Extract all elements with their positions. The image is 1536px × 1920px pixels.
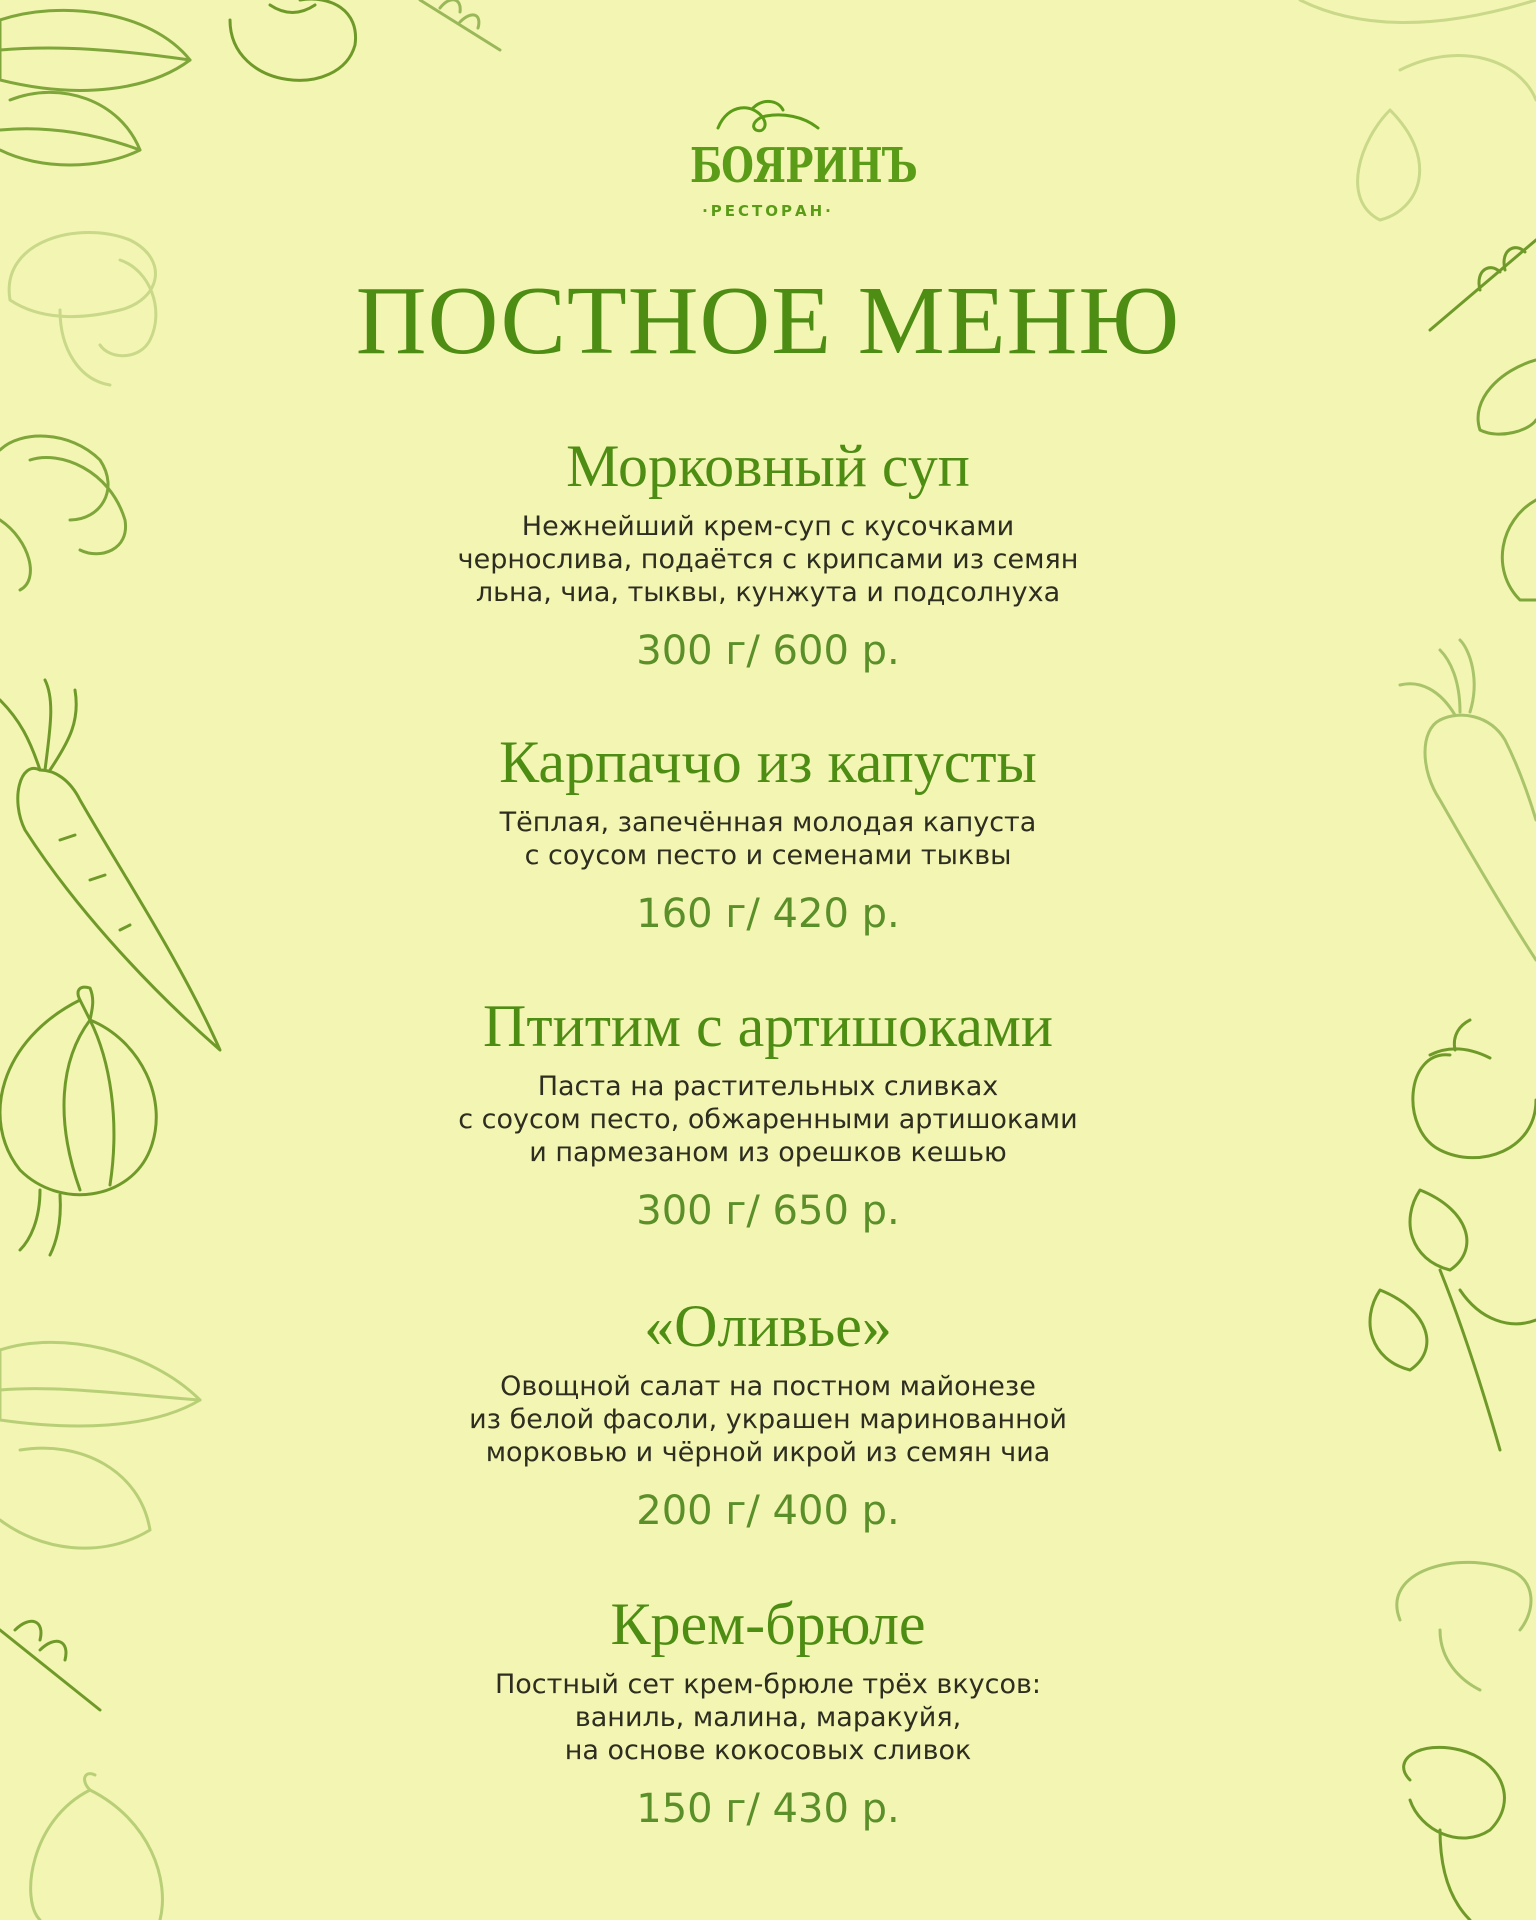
description-line: чернослива, подаётся с крипсами из семян: [457, 544, 1079, 575]
menu-item-name: Морковный суп: [566, 433, 970, 499]
menu-item-price: 300 г/ 650 р.: [636, 1188, 900, 1234]
description-line: на основе кокосовых сливок: [564, 1735, 972, 1766]
menu-item-price: 160 г/ 420 р.: [636, 891, 900, 937]
menu-item: [368, 1290, 1168, 1539]
menu-item: [368, 430, 1168, 679]
logo-subtitle: ·РЕСТОРАН·: [702, 202, 834, 220]
menu-item-name: «Оливье»: [644, 1293, 892, 1359]
menu-item-name: Карпаччо из капусты: [499, 729, 1037, 795]
restaurant-logo: [668, 98, 917, 228]
description-line: с соусом песто, обжаренными артишоками: [458, 1104, 1078, 1135]
description-line: Тёплая, запечённая молодая капуста: [499, 807, 1037, 838]
menu-item: [368, 990, 1168, 1239]
logo-wordmark: БОЯРИНЪ: [690, 138, 917, 194]
menu-item-description: [368, 1668, 1168, 1767]
menu-item-price: 300 г/ 600 р.: [636, 628, 900, 674]
description-line: из белой фасоли, украшен маринованной: [469, 1404, 1067, 1435]
menu-item-description: [368, 806, 1168, 872]
menu-item-description: [368, 510, 1168, 609]
description-line: и пармезаном из орешков кешью: [529, 1137, 1007, 1168]
menu-item-price: 150 г/ 430 р.: [636, 1786, 900, 1832]
menu-item-name: Крем-брюле: [610, 1591, 926, 1657]
page-title: ПОСТНОЕ МЕНЮ: [355, 267, 1181, 375]
menu-item: [368, 1588, 1168, 1837]
menu-item-description: [368, 1070, 1168, 1169]
description-line: льна, чиа, тыквы, кунжута и подсолнуха: [475, 577, 1061, 608]
logo-flourish-icon: [708, 98, 828, 138]
description-line: ваниль, малина, маракуйя,: [574, 1702, 962, 1733]
description-line: Овощной салат на постном майонезе: [500, 1371, 1036, 1402]
menu-item: [368, 726, 1168, 942]
menu-item-name: Птитим с артишоками: [483, 993, 1053, 1059]
description-line: морковью и чёрной икрой из семян чиа: [485, 1437, 1051, 1468]
description-line: Постный сет крем-брюле трёх вкусов:: [494, 1669, 1041, 1700]
menu-item-description: [368, 1370, 1168, 1469]
menu-item-price: 200 г/ 400 р.: [636, 1488, 900, 1534]
description-line: Нежнейший крем-суп с кусочками: [521, 511, 1015, 542]
description-line: с соусом песто и семенами тыквы: [524, 840, 1012, 871]
description-line: Паста на растительных сливках: [537, 1071, 999, 1102]
